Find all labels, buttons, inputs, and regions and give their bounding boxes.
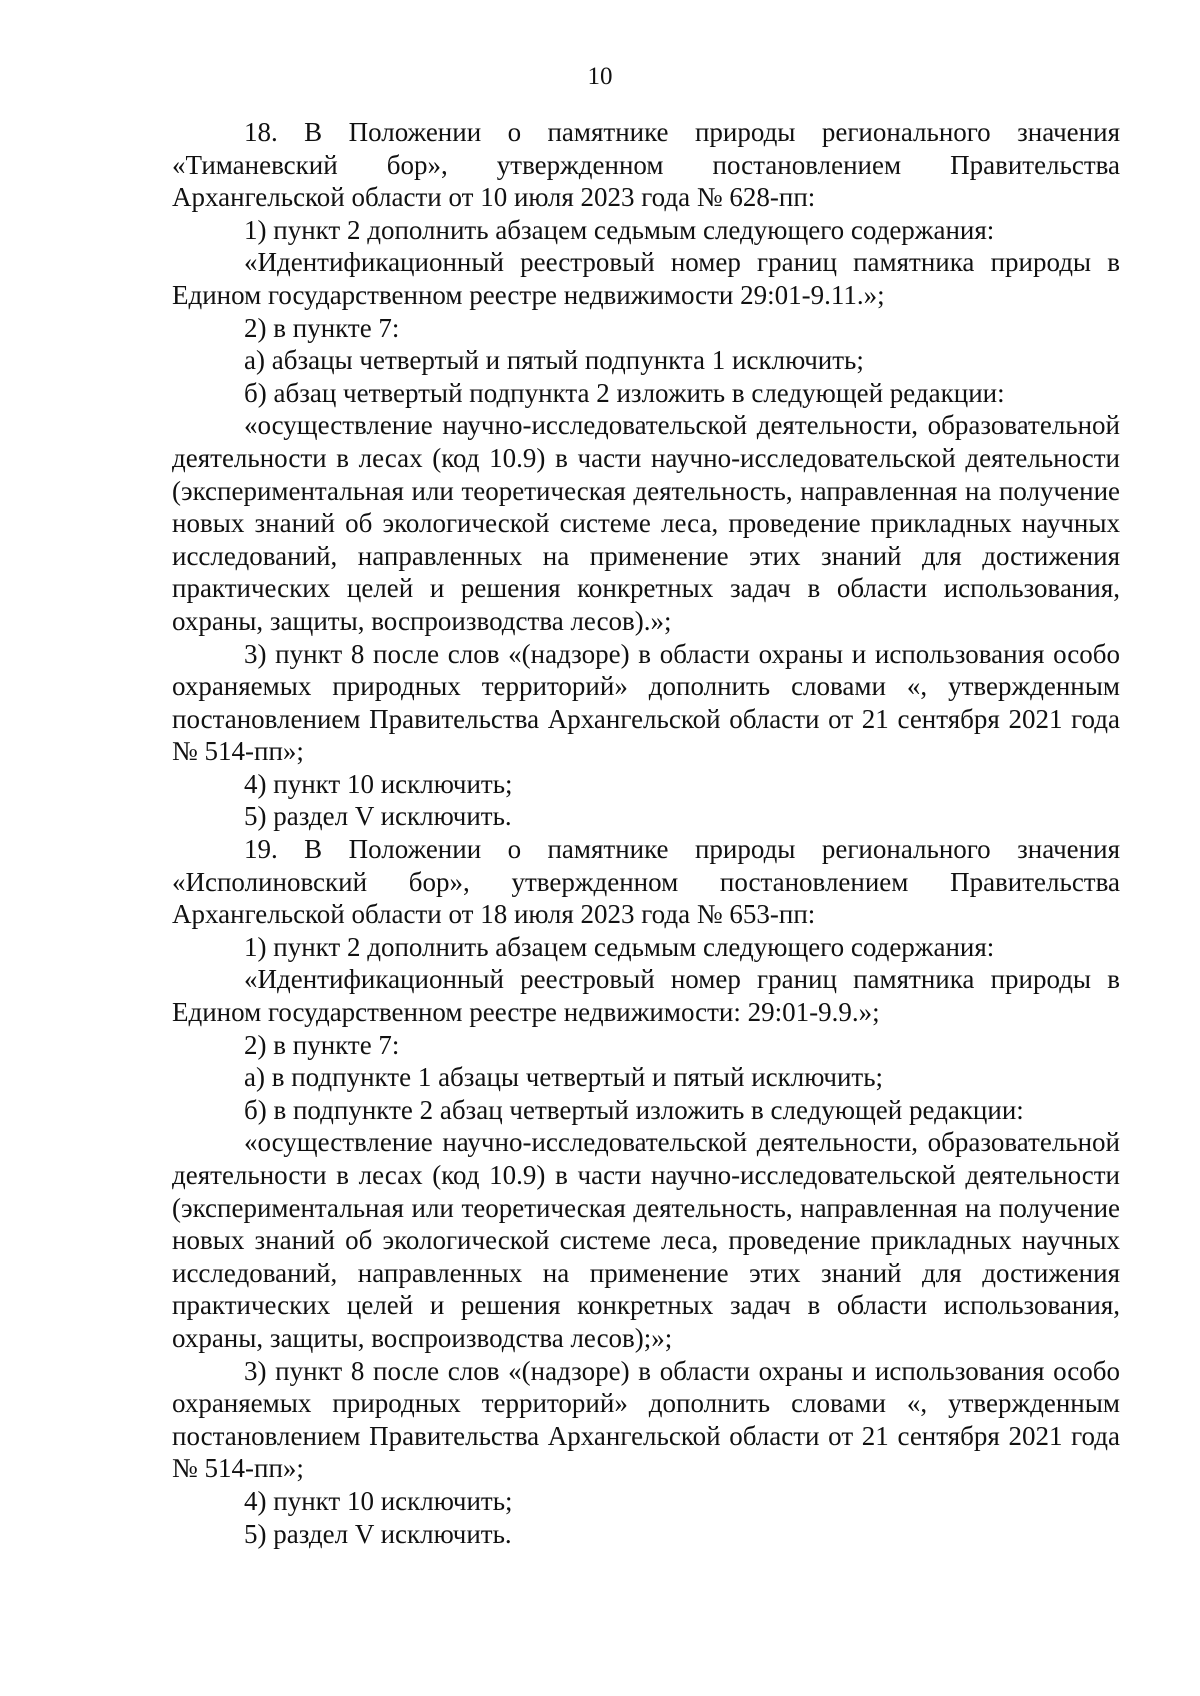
paragraph-18-item-5: 5) раздел V исключить.: [244, 801, 512, 832]
paragraph-19-item-2a: а) в подпункте 1 абзацы четвертый и пятый исключить;: [244, 1062, 884, 1093]
paragraph-18-item-2b: б) абзац четвертый подпункта 2 изложить в следующей редакции:: [244, 377, 1005, 408]
paragraph-19-item-2b: б) в подпункте 2 абзац четвертый изложить в следующей редакции:: [244, 1094, 1024, 1125]
paragraph-19-item-2: 2) в пункте 7:: [244, 1029, 400, 1060]
paragraph-18-item-3: 3) пункт 8 после слов «(надзоре) в области охраны и использования особо охраняемых природных территорий» дополнить словами «, утвержденным постановлением Правительства Архангельской области от 21 сентября 2021 года № 514-пп»;: [172, 638, 1120, 767]
document-body: [172, 116, 1120, 1550]
paragraph-18-item-4: 4) пункт 10 исключить;: [244, 768, 513, 799]
page-number: 10: [587, 63, 613, 90]
paragraph-18-item-1-text: «Идентификационный реестровый номер границ памятника природы в Едином государственном реестре недвижимости 29:01-9.11.»;: [172, 247, 1120, 310]
paragraph-18-item-1: 1) пункт 2 дополнить абзацем седьмым следующего содержания:: [244, 214, 995, 245]
paragraph-19-item-1: 1) пункт 2 дополнить абзацем седьмым следующего содержания:: [244, 931, 995, 962]
paragraph-18-item-2a: а) абзацы четвертый и пятый подпункта 1 исключить;: [244, 345, 864, 376]
paragraph-18-intro: 18. В Положении о памятнике природы регионального значения «Тиманевский бор», утвержденном постановлением Правительства Архангельской области от 10 июля 2023 года № 628-пп:: [172, 117, 1120, 213]
paragraph-19-item-4: 4) пункт 10 исключить;: [244, 1485, 513, 1516]
paragraph-19-item-2b-text: «осуществление научно-исследовательской деятельности, образовательной деятельности в лесах (код 10.9) в части научно-исследовательской деятельности (экспериментальная или теоретическая деятельность, направленная на получение новых знаний об экологической системе леса, проведение прикладных научных исследований, направленных на применение этих знаний для достижения практических целей и решения конкретных задач в области использования, охраны, защиты, воспроизводства лесов);»;: [172, 1127, 1120, 1353]
paragraph-19-item-5: 5) раздел V исключить.: [244, 1518, 512, 1549]
paragraph-19-item-1-text: «Идентификационный реестровый номер границ памятника природы в Едином государственном реестре недвижимости: 29:01-9.9.»;: [172, 964, 1120, 1028]
paragraph-19-intro: 19. В Положении о памятнике природы регионального значения «Исполиновский бор», утвержденном постановлением Правительства Архангельской области от 18 июля 2023 года № 653-пп:: [172, 834, 1120, 930]
paragraph-18-item-2b-text: «осуществление научно-исследовательской деятельности, образовательной деятельности в лесах (код 10.9) в части научно-исследовательской деятельности (экспериментальная или теоретическая деятельность, направленная на получение новых знаний об экологической системе леса, проведение прикладных научных исследований, направленных на применение этих знаний для достижения практических целей и решения конкретных задач в области использования, охраны, защиты, воспроизводства лесов).»;: [172, 410, 1120, 636]
paragraph-18-item-2: 2) в пункте 7:: [244, 312, 400, 343]
paragraph-19-item-3: 3) пункт 8 после слов «(надзоре) в области охраны и использования особо охраняемых природных территорий» дополнить словами «, утвержденным постановлением Правительства Архангельской области от 21 сентября 2021 года № 514-пп»;: [172, 1355, 1120, 1484]
